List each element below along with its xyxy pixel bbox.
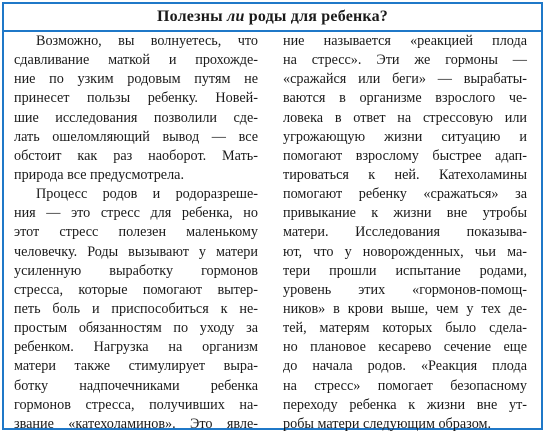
text-line: звание «катехоламинов». Это явле- xyxy=(14,415,258,432)
text-line: обстоит как раз наоборот. Мать- xyxy=(14,147,258,164)
text-line: «сражайся или беги» — вырабаты- xyxy=(283,71,527,88)
text-line: Возможно, вы волнуетесь, что xyxy=(36,33,258,49)
text-line: Процесс родов и родоразреше- xyxy=(36,186,258,203)
text-line: ния — это стресс для ребенка, но xyxy=(14,205,258,222)
title-italic-word: ли xyxy=(227,8,245,25)
article-title xyxy=(157,8,388,26)
text-line: помогают ребенку «сражаться» за xyxy=(283,186,527,203)
text-line: переходу ребенка к жизни вне ут- xyxy=(283,396,527,413)
title-part-1: Полезны xyxy=(156,8,228,25)
text-line: ботку надпочечниками ребенка xyxy=(14,377,258,394)
text-line: тироваться к ней. Катехоламины xyxy=(283,166,527,183)
text-line: ребенком. Нагрузка на организм xyxy=(14,339,258,356)
text-line: до начала родов. «Реакция плода xyxy=(283,358,527,375)
text-line: усиленную выработку гормонов xyxy=(14,262,258,279)
text-line: ние называется «реакцией плода xyxy=(283,33,527,49)
text-line: помогают взрослому быстрее адап- xyxy=(283,147,527,164)
text-line: петь боль и приспособиться к не- xyxy=(14,300,258,317)
text-line: гормонов стресса, получивших на- xyxy=(14,396,258,413)
text-line: тери прошли испытание родами, xyxy=(283,262,527,279)
text-line: угрожающую жизни ситуацию и xyxy=(283,128,527,145)
text-line: сдавливание маткой и прохожде- xyxy=(14,52,258,69)
text-line: природа все предусмотрела. xyxy=(14,166,185,183)
text-line: тей, матерям которых было сдела- xyxy=(283,320,527,337)
text-line: этот стресс полезен маленькому xyxy=(14,224,258,241)
text-line: на стресс». Эти же гормоны — xyxy=(283,52,527,69)
text-line: робы матери следующим образом. xyxy=(283,415,492,432)
title-part-2: роды для ребенка? xyxy=(244,8,388,25)
text-line: на стресс» помогает безопасному xyxy=(283,377,527,394)
text-line: ников» в крови выше, чем у тех де- xyxy=(283,300,527,317)
text-line: шие исследования позволили сде- xyxy=(14,109,258,126)
left-column xyxy=(14,32,258,434)
text-line: человечку. Роды вызывают у матери xyxy=(14,243,258,260)
text-line: ваются в организме взрослого че- xyxy=(283,90,527,107)
text-line: привыкание к жизни вне утробы xyxy=(283,205,527,222)
text-line: простым обязанностям по уходу за xyxy=(14,320,258,337)
text-line: но плановое кесарево сечение еще xyxy=(283,339,527,356)
text-line: матери также стимулирует выра- xyxy=(14,358,258,375)
text-line: ют, что у новорожденных, чьи ма- xyxy=(283,243,527,260)
text-line: уровень этих «гормонов-помощ- xyxy=(283,281,527,298)
text-line: стресса, которые помогают вытер- xyxy=(14,281,258,298)
text-line: ловека в ответ на стрессовую или xyxy=(283,109,527,126)
text-line: ние по узким родовым путям не xyxy=(14,71,258,88)
text-line: матери. Исследования показыва- xyxy=(283,224,527,241)
text-line: принесет пользы ребенку. Новей- xyxy=(14,90,258,107)
title-bar xyxy=(4,4,541,32)
text-line: лать ошеломляющий вывод — все xyxy=(14,128,258,145)
right-column xyxy=(283,32,527,434)
